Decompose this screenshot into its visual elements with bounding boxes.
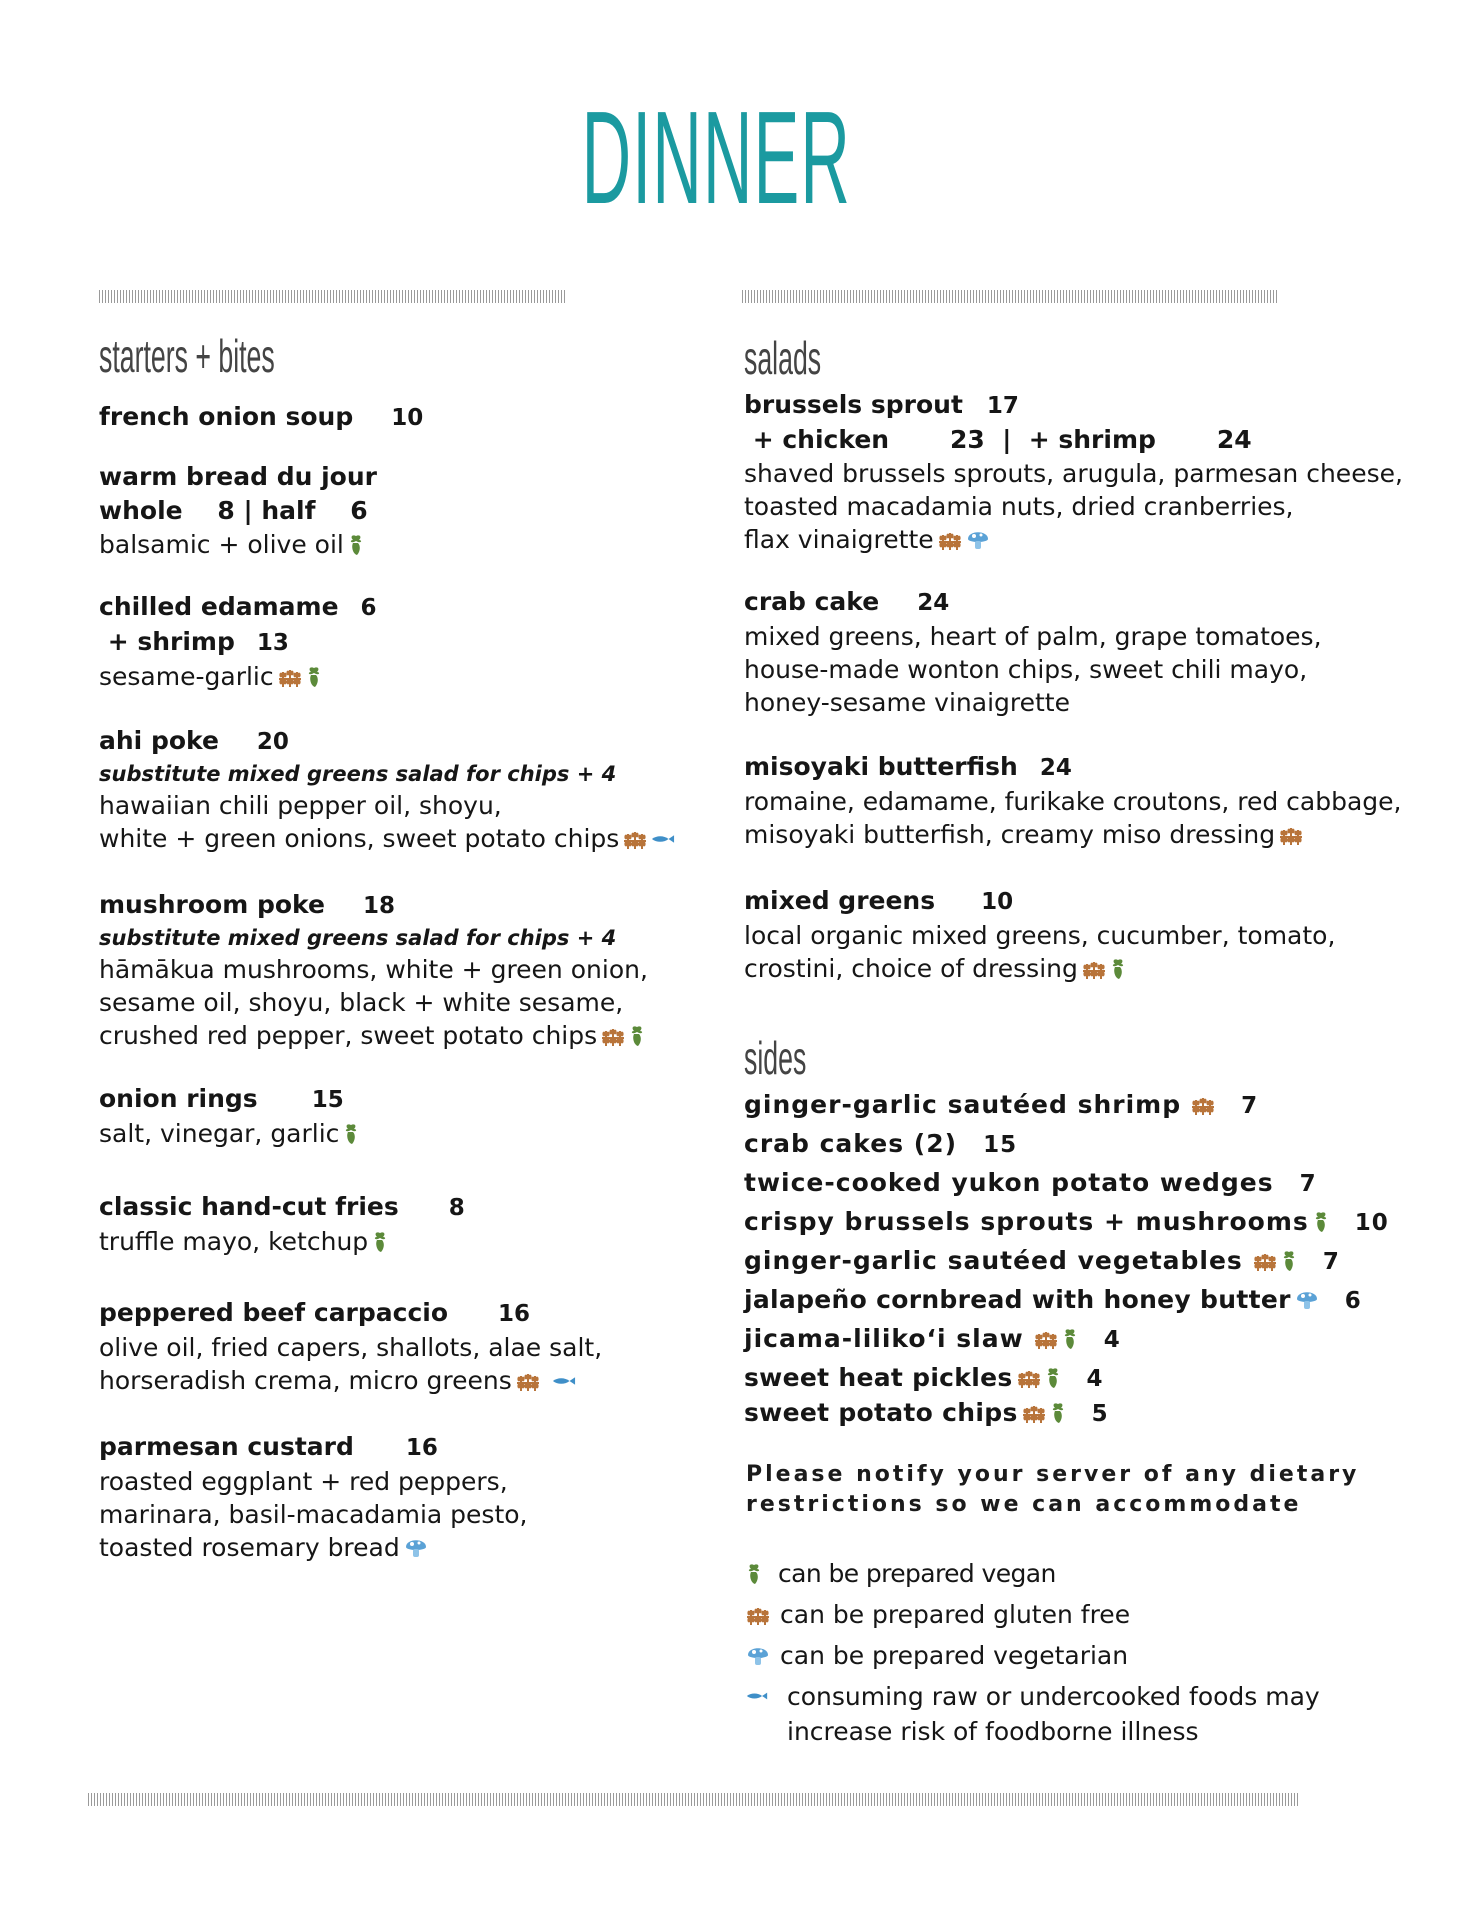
vegetarian-icon	[404, 1535, 428, 1559]
vegan-icon	[1281, 1250, 1297, 1272]
gluten-free-icon	[1017, 1369, 1041, 1389]
legend-item-vegan	[746, 1553, 1320, 1594]
item-description: toasted macadamia nuts, dried cranberries,	[744, 492, 1294, 521]
gluten-free-icon	[1022, 1404, 1046, 1424]
item-addon: + shrimp	[99, 627, 235, 656]
legend-item-raw	[746, 1676, 1320, 1717]
gluten-free-icon	[1191, 1096, 1215, 1116]
item-description: horseradish crema, micro greens	[99, 1366, 512, 1395]
divider-top-right	[742, 290, 1277, 303]
item-description: misoyaki butterfish, creamy miso dressing	[744, 820, 1276, 849]
side-item	[744, 1203, 1389, 1242]
item-price: 7	[1322, 1249, 1340, 1275]
gluten-free-icon	[1034, 1330, 1058, 1350]
side-item	[744, 1281, 1389, 1320]
side-item	[744, 1398, 1389, 1429]
item-name: ginger-garlic sautéed vegetables	[744, 1246, 1243, 1275]
item-description: white + green onions, sweet potato chips	[99, 824, 620, 853]
raw-fish-icon	[552, 1376, 576, 1386]
gluten-free-icon	[623, 830, 647, 850]
item-name: warm bread du jour	[99, 462, 377, 491]
item-name: twice-cooked yukon potato wedges	[744, 1168, 1274, 1197]
menu-item-misoyaki-butterfish	[744, 750, 1402, 851]
vegan-icon	[1313, 1211, 1329, 1233]
item-description: sesame oil, shoyu, black + white sesame,	[99, 988, 624, 1017]
item-price: 4	[1086, 1366, 1103, 1392]
legend-label: can be prepared vegan	[778, 1559, 1056, 1588]
icon-legend	[746, 1553, 1320, 1747]
dietary-notice-line: Please notify your server of any dietary	[746, 1462, 1360, 1487]
item-price: 15	[983, 1132, 1018, 1158]
item-price: 17	[986, 393, 1019, 419]
gluten-free-icon	[278, 668, 302, 688]
item-addons: + chicken 23 | + shrimp 24	[744, 425, 1252, 454]
item-name: crab cake	[744, 587, 880, 616]
gluten-free-icon	[1082, 960, 1106, 980]
gluten-free-icon	[746, 1606, 770, 1626]
item-name: ginger-garlic sautéed shrimp	[744, 1090, 1182, 1119]
gluten-free-icon	[938, 531, 962, 551]
vegan-icon	[1045, 1367, 1061, 1389]
menu-item-onion-rings	[99, 1082, 359, 1150]
item-description: flax vinaigrette	[744, 525, 934, 554]
gluten-free-icon	[1253, 1252, 1277, 1272]
gluten-free-icon	[1279, 826, 1303, 846]
gluten-free-icon	[516, 1372, 540, 1392]
item-price: 4	[1103, 1327, 1121, 1353]
dietary-notice	[746, 1460, 1359, 1520]
legend-item-vegetarian	[746, 1635, 1320, 1676]
item-name: brussels sprout	[744, 390, 963, 419]
sides-section	[744, 1032, 851, 1084]
item-name: peppered beef carpaccio	[99, 1298, 449, 1327]
sides-list	[744, 1086, 1389, 1429]
side-item	[744, 1086, 1389, 1125]
vegan-icon	[372, 1231, 388, 1253]
item-name: crispy brussels sprouts + mushrooms	[744, 1207, 1309, 1236]
vegan-icon	[1050, 1402, 1066, 1424]
legend-item-gluten-free	[746, 1594, 1320, 1635]
item-price: 6	[360, 595, 377, 621]
legend-label: consuming raw or undercooked foods may	[787, 1682, 1320, 1711]
item-description: roasted eggplant + red peppers,	[99, 1467, 508, 1496]
menu-item-brussels-sprout-salad	[744, 388, 1403, 556]
gluten-free-icon	[601, 1027, 625, 1047]
item-price: 10	[981, 889, 1014, 915]
item-price: 6	[1344, 1288, 1362, 1314]
raw-fish-icon	[746, 1691, 768, 1701]
item-price: 20	[256, 729, 289, 755]
item-name: sweet heat pickles	[744, 1363, 1013, 1392]
item-price: 24	[917, 590, 950, 616]
side-item	[744, 1359, 1389, 1398]
item-price: 16	[498, 1301, 531, 1327]
item-description: romaine, edamame, furikake croutons, red cabbage,	[744, 787, 1402, 816]
vegan-icon	[348, 534, 364, 556]
sides-heading: sides	[744, 1032, 807, 1084]
vegetarian-icon	[746, 1643, 770, 1667]
item-substitution-note: substitute mixed greens salad for chips + 4	[99, 762, 617, 786]
side-item	[744, 1164, 1389, 1203]
item-description: crushed red pepper, sweet potato chips	[99, 1021, 598, 1050]
item-price: 10	[391, 405, 424, 431]
menu-item-warm-bread	[99, 460, 377, 561]
item-price: 8	[448, 1195, 465, 1221]
legend-label: can be prepared vegetarian	[780, 1641, 1129, 1670]
raw-fish-icon	[651, 834, 675, 844]
item-description: marinara, basil-macadamia pesto,	[99, 1500, 528, 1529]
item-price: 7	[1299, 1171, 1317, 1197]
vegan-icon	[343, 1123, 359, 1145]
item-description: olive oil, fried capers, shallots, alae salt,	[99, 1333, 603, 1362]
side-item	[744, 1125, 1389, 1164]
item-description: honey-sesame vinaigrette	[744, 688, 1070, 717]
item-price: 5	[1091, 1401, 1108, 1427]
item-name: french onion soup	[99, 402, 354, 431]
item-description: house-made wonton chips, sweet chili mayo,	[744, 655, 1308, 684]
menu-item-ahi-poke	[99, 724, 675, 855]
starters-heading: starters + bites	[99, 330, 275, 382]
item-name: jalapeño cornbread with honey butter	[744, 1285, 1291, 1314]
menu-item-mixed-greens	[744, 884, 1335, 985]
legend-label-continued: increase risk of foodborne illness	[787, 1717, 1199, 1746]
item-name: jicama-liliko‘i slaw	[744, 1324, 1024, 1353]
item-name: ahi poke	[99, 726, 219, 755]
item-price: 16	[405, 1435, 438, 1461]
item-name: onion rings	[99, 1084, 258, 1113]
item-addon-price: 13	[256, 630, 289, 656]
item-description: crostini, choice of dressing	[744, 954, 1078, 983]
dietary-notice-line: restrictions so we can accommodate	[746, 1492, 1302, 1517]
item-name: parmesan custard	[99, 1432, 354, 1461]
menu-item-french-onion-soup	[99, 400, 423, 435]
item-description: hāmākua mushrooms, white + green onion,	[99, 955, 648, 984]
item-price-options: whole 8 | half 6	[99, 496, 368, 525]
item-substitution-note: substitute mixed greens salad for chips + 4	[99, 926, 617, 950]
vegan-icon	[1062, 1328, 1078, 1350]
item-name: mushroom poke	[99, 890, 325, 919]
vegetarian-icon	[966, 527, 990, 551]
item-description: salt, vinegar, garlic	[99, 1119, 340, 1148]
item-price: 18	[362, 893, 395, 919]
item-description: local organic mixed greens, cucumber, tomato,	[744, 921, 1336, 950]
item-description: hawaiian chili pepper oil, shoyu,	[99, 791, 502, 820]
menu-item-crab-cake-salad	[744, 585, 1322, 719]
item-price: 15	[311, 1087, 344, 1113]
item-price: 10	[1354, 1210, 1389, 1236]
item-description: toasted rosemary bread	[99, 1533, 400, 1562]
side-item	[744, 1242, 1389, 1281]
menu-item-chilled-edamame	[99, 590, 377, 693]
item-description: truffle mayo, ketchup	[99, 1227, 369, 1256]
menu-item-beef-carpaccio	[99, 1296, 602, 1397]
menu-item-mushroom-poke	[99, 888, 648, 1052]
item-price: 7	[1241, 1093, 1259, 1119]
vegan-icon	[306, 666, 322, 688]
menu-item-hand-cut-fries	[99, 1190, 465, 1258]
legend-label: can be prepared gluten free	[780, 1600, 1131, 1629]
item-name: mixed greens	[744, 886, 936, 915]
item-description: balsamic + olive oil	[99, 530, 344, 559]
item-name: sweet potato chips	[744, 1398, 1018, 1427]
page-title: DINNER	[581, 84, 851, 231]
vegan-icon	[746, 1563, 762, 1585]
item-description: shaved brussels sprouts, arugula, parmesan cheese,	[744, 459, 1403, 488]
item-name: chilled edamame	[99, 592, 339, 621]
vegan-icon	[1110, 958, 1126, 980]
vegan-icon	[629, 1025, 645, 1047]
menu-item-parmesan-custard	[99, 1430, 528, 1564]
side-item	[744, 1320, 1389, 1359]
item-name: misoyaki butterfish	[744, 752, 1018, 781]
item-description: sesame-garlic	[99, 662, 274, 691]
item-description: mixed greens, heart of palm, grape tomatoes,	[744, 622, 1322, 651]
divider-bottom	[88, 1793, 1298, 1806]
item-name: classic hand-cut fries	[99, 1192, 399, 1221]
item-name: crab cakes (2)	[744, 1129, 958, 1158]
salads-heading: salads	[744, 332, 822, 384]
divider-top-left	[99, 290, 567, 303]
vegetarian-icon	[1295, 1287, 1319, 1311]
item-price: 24	[1039, 755, 1072, 781]
